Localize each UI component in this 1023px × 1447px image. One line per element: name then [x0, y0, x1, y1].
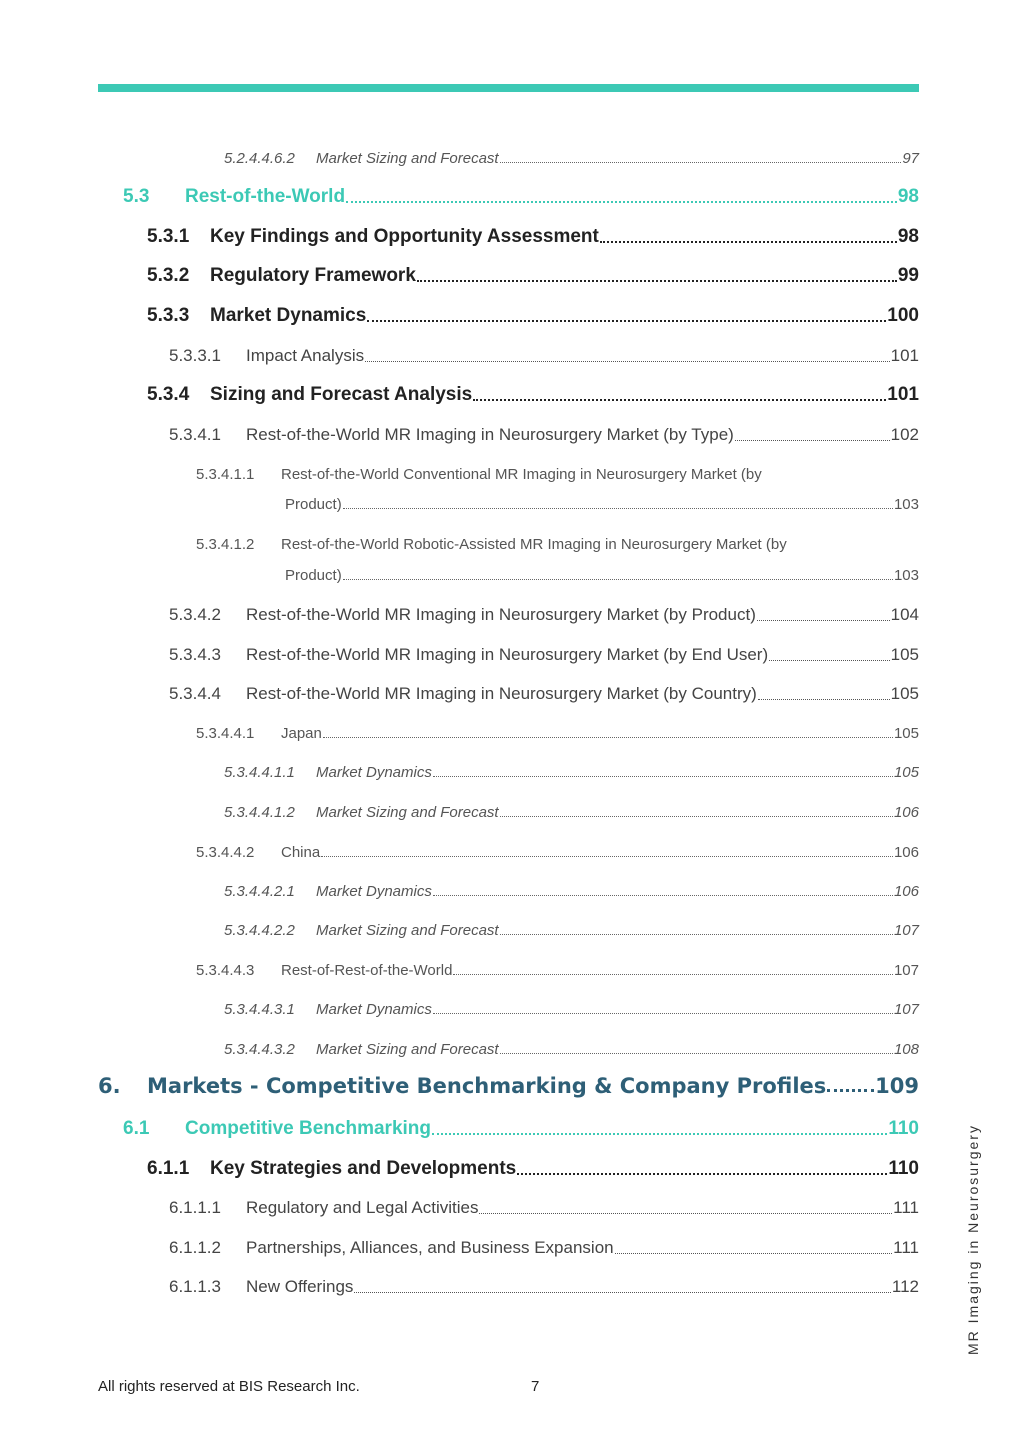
toc-entry-title-line1: Rest-of-the-World Robotic-Assisted MR Imaging in Neurosurgery Market (by — [281, 536, 787, 553]
toc-entry[interactable] — [169, 605, 919, 625]
toc-entry[interactable] — [224, 1001, 919, 1018]
toc-leader-dots — [517, 1173, 887, 1175]
toc-entry[interactable] — [147, 226, 919, 248]
toc-entry[interactable] — [285, 567, 919, 584]
toc-entry-page: 103 — [893, 496, 919, 513]
toc-entry-title: Rest-of-the-World — [185, 186, 346, 207]
toc-entry-page: 112 — [891, 1277, 919, 1296]
toc-entry-title: Sizing and Forecast Analysis — [210, 384, 473, 405]
toc-leader-dots — [365, 361, 890, 362]
toc-entry-page: 105 — [893, 725, 919, 742]
toc-entry-title: Market Dynamics — [316, 764, 432, 781]
toc-entry[interactable] — [169, 346, 919, 366]
toc-entry[interactable] — [196, 844, 919, 861]
toc-entry[interactable] — [224, 1041, 919, 1058]
toc-entry[interactable] — [224, 883, 919, 900]
toc-entry-page: 104 — [890, 605, 919, 624]
toc-entry[interactable] — [147, 384, 919, 406]
toc-leader-dots — [757, 620, 890, 621]
toc-entry-number: 6. — [98, 1074, 121, 1098]
footer-rights: All rights reserved at BIS Research Inc. — [98, 1378, 360, 1395]
toc-entry-number: 6.1.1.1 — [169, 1198, 221, 1217]
toc-entry-number: 5.3.4 — [147, 384, 190, 405]
toc-entry-number: 5.3 — [123, 186, 150, 207]
toc-entry-number: 5.3.2 — [147, 265, 190, 286]
toc-entry-title: Market Dynamics — [316, 1001, 432, 1018]
toc-entry-title: Rest-of-the-World MR Imaging in Neurosurgery Market (by Country) — [246, 684, 757, 703]
toc-entry[interactable] — [224, 764, 919, 781]
toc-entry-number: 6.1.1.3 — [169, 1277, 221, 1296]
toc-entry-number: 5.3.3.1 — [169, 346, 221, 365]
toc-leader-dots — [600, 241, 897, 243]
toc-entry-title: Market Dynamics — [210, 305, 367, 326]
toc-entry-page: 111 — [893, 1198, 919, 1217]
toc-entry[interactable] — [147, 265, 919, 287]
toc-entry-number: 5.3.4.4.3.1 — [224, 1001, 295, 1018]
toc-leader-dots — [827, 1089, 874, 1092]
toc-entry[interactable] — [196, 962, 919, 979]
toc-entry-number: 5.3.4.1.1 — [196, 466, 255, 483]
toc-entry-title: China — [281, 844, 321, 861]
toc-leader-dots — [323, 737, 893, 738]
toc-entry-page: 109 — [875, 1074, 919, 1098]
toc-entry[interactable] — [123, 1118, 919, 1140]
toc-leader-dots — [453, 974, 893, 975]
toc-entry[interactable] — [285, 496, 919, 513]
toc-entry-page: 107 — [893, 1001, 919, 1018]
toc-leader-dots — [346, 201, 897, 203]
toc-leader-dots — [343, 508, 893, 509]
toc-entry-number: 5.3.4.4.1.1 — [224, 764, 295, 781]
toc-leader-dots — [432, 1133, 887, 1135]
toc-entry-number: 5.3.4.4.1 — [196, 725, 255, 742]
toc-entry-page: 106 — [893, 804, 919, 821]
toc-entry-page: 105 — [893, 764, 919, 781]
toc-leader-dots — [433, 776, 893, 777]
toc-entry-number: 6.1.1.2 — [169, 1238, 221, 1257]
toc-entry-title: Rest-of-the-World MR Imaging in Neurosurgery Market (by Product) — [246, 605, 756, 624]
toc-entry-page: 98 — [897, 186, 919, 207]
toc-entry-number: 5.3.4.1 — [169, 425, 221, 444]
toc-leader-dots — [758, 699, 890, 700]
toc-leader-dots — [473, 399, 886, 401]
toc-entry-page: 103 — [893, 567, 919, 584]
header-accent-bar — [98, 84, 919, 92]
toc-entry-page: 107 — [893, 962, 919, 979]
toc-entry[interactable] — [169, 684, 919, 704]
toc-leader-dots — [433, 895, 893, 896]
toc-leader-dots — [479, 1213, 892, 1214]
toc-entry-title: New Offerings — [246, 1277, 354, 1296]
toc-leader-dots — [417, 280, 897, 282]
toc-entry-page: 106 — [893, 844, 919, 861]
toc-leader-dots — [367, 320, 886, 322]
toc-entry-title: Rest-of-the-World MR Imaging in Neurosurgery Market (by End User) — [246, 645, 769, 664]
side-running-title: MR Imaging in Neurosurgery — [965, 1124, 981, 1355]
toc-entry[interactable] — [169, 1238, 919, 1258]
toc-entry[interactable] — [169, 645, 919, 665]
toc-entry[interactable] — [169, 1198, 919, 1218]
toc-entry-page: 101 — [890, 346, 919, 365]
toc-leader-dots — [500, 1053, 893, 1054]
footer-page-number: 7 — [531, 1378, 540, 1395]
toc-entry-title: Product) — [285, 496, 342, 513]
toc-leader-dots — [735, 440, 890, 441]
toc-entry-number: 5.3.4.1.2 — [196, 536, 255, 553]
toc-entry[interactable] — [147, 1158, 919, 1180]
toc-leader-dots — [321, 856, 893, 857]
toc-leader-dots — [433, 1013, 893, 1014]
toc-entry-title: Markets - Competitive Benchmarking & Company Profiles — [147, 1074, 827, 1098]
toc-entry-page: 111 — [893, 1238, 919, 1257]
toc-entry[interactable] — [123, 186, 919, 208]
toc-entry-page: 101 — [887, 384, 919, 405]
toc-entry-number: 5.2.4.4.6.2 — [224, 150, 295, 167]
toc-chapter-entry[interactable] — [98, 1074, 919, 1098]
toc-entry-page: 102 — [890, 425, 919, 444]
toc-entry-number: 5.3.4.4.3 — [196, 962, 255, 979]
toc-entry-title: Market Dynamics — [316, 883, 432, 900]
toc-entry-title: Market Sizing and Forecast — [316, 1041, 499, 1058]
toc-entry-page: 107 — [893, 922, 919, 939]
toc-entry-title: Key Findings and Opportunity Assessment — [210, 226, 599, 247]
toc-entry-title: Japan — [281, 725, 322, 742]
toc-entry-title: Rest-of-Rest-of-the-World — [281, 962, 453, 979]
toc-entry[interactable] — [196, 725, 919, 742]
toc-entry-page: 97 — [902, 150, 919, 167]
toc-entry-page: 100 — [887, 305, 919, 326]
toc-entry-page: 105 — [890, 684, 919, 703]
toc-entry-page: 105 — [890, 645, 919, 664]
toc-entry[interactable] — [224, 150, 919, 167]
toc-leader-dots — [500, 816, 893, 817]
toc-leader-dots — [354, 1292, 890, 1293]
toc-entry-title: Market Sizing and Forecast — [316, 804, 499, 821]
toc-entry-page: 99 — [897, 265, 919, 286]
toc-entry-number: 5.3.3 — [147, 305, 190, 326]
toc-entry-title: Competitive Benchmarking — [185, 1118, 431, 1139]
toc-entry-title: Partnerships, Alliances, and Business Expansion — [246, 1238, 614, 1257]
toc-leader-dots — [500, 162, 902, 163]
toc-entry[interactable] — [169, 425, 919, 445]
toc-entry[interactable] — [169, 1277, 919, 1297]
toc-entry[interactable] — [147, 305, 919, 327]
toc-entry-number: 5.3.4.4 — [169, 684, 221, 703]
toc-entry-wrapped-line[interactable] — [196, 466, 762, 483]
toc-entry-number: 5.3.4.4.2 — [196, 844, 255, 861]
toc-entry-title: Regulatory Framework — [210, 265, 416, 286]
toc-leader-dots — [615, 1253, 893, 1254]
toc-entry-title: Market Sizing and Forecast — [316, 922, 499, 939]
toc-entry-title: Rest-of-the-World MR Imaging in Neurosurgery Market (by Type) — [246, 425, 734, 444]
toc-leader-dots — [500, 934, 893, 935]
toc-entry-title: Product) — [285, 567, 342, 584]
toc-leader-dots — [343, 579, 893, 580]
toc-entry-wrapped-line[interactable] — [196, 536, 787, 553]
toc-leader-dots — [769, 660, 889, 661]
toc-entry-title: Regulatory and Legal Activities — [246, 1198, 479, 1217]
toc-entry-number: 5.3.1 — [147, 226, 190, 247]
toc-entry-number: 5.3.4.4.3.2 — [224, 1041, 295, 1058]
toc-entry-title: Market Sizing and Forecast — [316, 150, 499, 167]
toc-entry-title: Impact Analysis — [246, 346, 365, 365]
toc-entry-page: 110 — [888, 1118, 919, 1139]
toc-entry-number: 6.1.1 — [147, 1158, 190, 1179]
toc-entry[interactable] — [224, 922, 919, 939]
toc-entry-number: 5.3.4.3 — [169, 645, 221, 664]
toc-entry[interactable] — [224, 804, 919, 821]
toc-entry-page: 98 — [897, 226, 919, 247]
toc-entry-page: 106 — [893, 883, 919, 900]
toc-entry-number: 5.3.4.4.2.2 — [224, 922, 295, 939]
toc-entry-title-line1: Rest-of-the-World Conventional MR Imaging in Neurosurgery Market (by — [281, 466, 762, 483]
toc-entry-page: 110 — [888, 1158, 919, 1179]
toc-entry-number: 5.3.4.2 — [169, 605, 221, 624]
toc-entry-page: 108 — [893, 1041, 919, 1058]
toc-entry-number: 5.3.4.4.1.2 — [224, 804, 295, 821]
toc-entry-title: Key Strategies and Developments — [210, 1158, 517, 1179]
toc-entry-number: 5.3.4.4.2.1 — [224, 883, 295, 900]
toc-entry-number: 6.1 — [123, 1118, 150, 1139]
